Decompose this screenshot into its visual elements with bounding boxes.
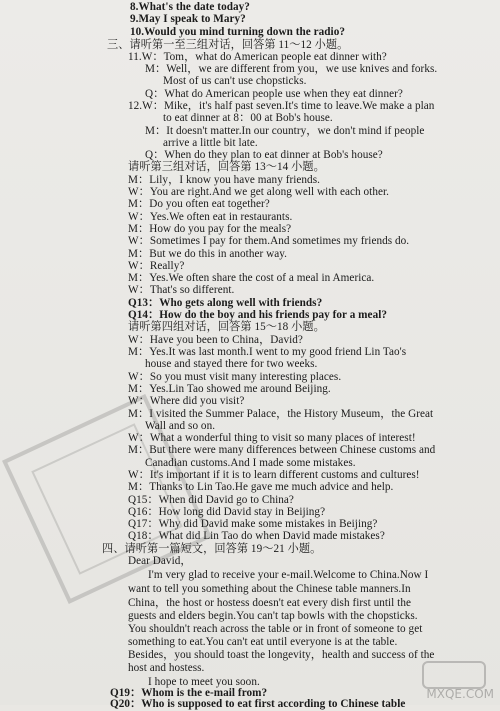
question-8: 8.What's the date today? (130, 1, 250, 13)
question-15: Q15：When did David go to China? (128, 494, 294, 506)
dialog-line: W：What a wonderful thing to visit so many places of interest! (128, 432, 416, 444)
question-20: Q20：Who is supposed to eat first according to Chinese table (110, 698, 406, 710)
dialog-line: W：It's important if it is to learn different customs and cultures! (128, 469, 420, 481)
dialog-line: Wall and so on. (145, 420, 216, 432)
question-14: Q14：How do the boy and his friends pay for a meal? (128, 309, 388, 321)
section-4-heading: 四、请听第一篇短文，回答第 19～21 小题。 (102, 543, 322, 555)
site-logo (408, 661, 494, 701)
dialog-line: Most of us can't use chopsticks. (163, 75, 307, 87)
question-19: Q19：Whom is the e-mail from? (110, 687, 268, 699)
dialog-line: M：How do you pay for the meals? (128, 223, 292, 235)
letter-line: I hope to meet you soon. (148, 676, 260, 688)
dialog-line: W：So you must visit many interesting places. (128, 371, 342, 383)
letter-line: guests and elders begin.You can't tap bowls with the chopsticks. (128, 610, 418, 622)
dialog-line: M：Well，we are different from you，we use knives and forks. (145, 63, 438, 75)
letter-line: You shouldn't reach across the table or in front of someone to get (128, 623, 423, 635)
section-3-heading: 三、请听第一至三组对话，回答第 11～12 小题。 (107, 39, 349, 51)
logo-mark-icon (422, 661, 486, 689)
dialog-line: M：But we do this in another way. (128, 248, 288, 260)
dialog-line: to eat dinner at 8：00 at Bob's house. (163, 112, 333, 124)
dialog-line: Q：When do they plan to eat dinner at Bob's house? (145, 149, 383, 161)
letter-line: Besides，you should toast the longevity，health and success of the (128, 649, 435, 661)
dialog-line: M：Yes.We often share the cost of a meal in America. (128, 272, 375, 284)
dialog-line: house and stayed there for two weeks. (145, 358, 318, 370)
dialog-line: W：Really? (128, 260, 185, 272)
question-10: 10.Would you mind turning down the radio? (130, 26, 345, 38)
dialog-line: 11.W：Tom，what do American people eat dinner with? (128, 51, 387, 63)
dialog-line: M：I visited the Summer Palace，the History Museum，the Great (128, 408, 434, 420)
letter-greeting: Dear David， (128, 555, 192, 567)
dialog-line: 12.W：Mike，it's half past seven.It's time to leave.We make a plan (128, 100, 435, 112)
dialog-line: M：Do you often eat together? (128, 198, 270, 210)
dialog-line: M：But there were many differences between Chinese customs and (128, 444, 436, 456)
logo-text: MXQE.COM (426, 687, 494, 701)
dialog-line: M：Yes.Lin Tao showed me around Beijing. (128, 383, 331, 395)
dialog-line: W：You are right.And we get along well with each other. (128, 186, 389, 198)
letter-line: host and hostess. (128, 662, 205, 674)
letter-line: China，the host or hostess doesn't eat every dish first until the (128, 597, 411, 609)
question-13: Q13：Who gets along well with friends? (128, 297, 323, 309)
question-18: Q18：What did Lin Tao do when David made mistakes? (128, 530, 385, 542)
dialog-line: M：Yes.It was last month.I went to my good friend Lin Tao's (128, 346, 407, 358)
question-16: Q16：How long did David stay in Beijing? (128, 506, 326, 518)
dialog-line: Canadian customs.And I made some mistakes. (145, 457, 356, 469)
dialog-line: Q：What do American people use when they eat dinner? (145, 88, 403, 100)
dialog-line: W：Sometimes I pay for them.And sometimes my friends do. (128, 235, 410, 247)
dialog-line: arrive a little bit late. (163, 137, 258, 149)
dialog-line: W：That's so different. (128, 284, 235, 296)
question-9: 9.May I speak to Mary? (130, 13, 246, 25)
dialog-line: M：It doesn't matter.In our country，we don't mind if people (145, 125, 425, 137)
dialog-line: M：Thanks to Lin Tao.He gave me much advice and help. (128, 481, 394, 493)
dialog-line: W：Where did you visit? (128, 395, 245, 407)
section-heading: 请听第三组对话，回答第 13～14 小题。 (128, 161, 325, 173)
dialog-line: W：Have you been to China，David? (128, 334, 303, 346)
dialog-line: M：Lily，I know you have many friends. (128, 174, 320, 186)
question-17: Q17：Why did David make some mistakes in Beijing? (128, 518, 378, 530)
section-heading: 请听第四组对话，回答第 15～18 小题。 (128, 321, 325, 333)
letter-line: want to tell you something about the Chinese table manners.In (128, 583, 411, 595)
letter-line: I'm very glad to receive your e-mail.Welcome to China.Now I (148, 569, 429, 581)
letter-line: something to eat.You can't eat until everyone is at the table. (128, 636, 398, 648)
dialog-line: W：Yes.We often eat in restaurants. (128, 211, 293, 223)
